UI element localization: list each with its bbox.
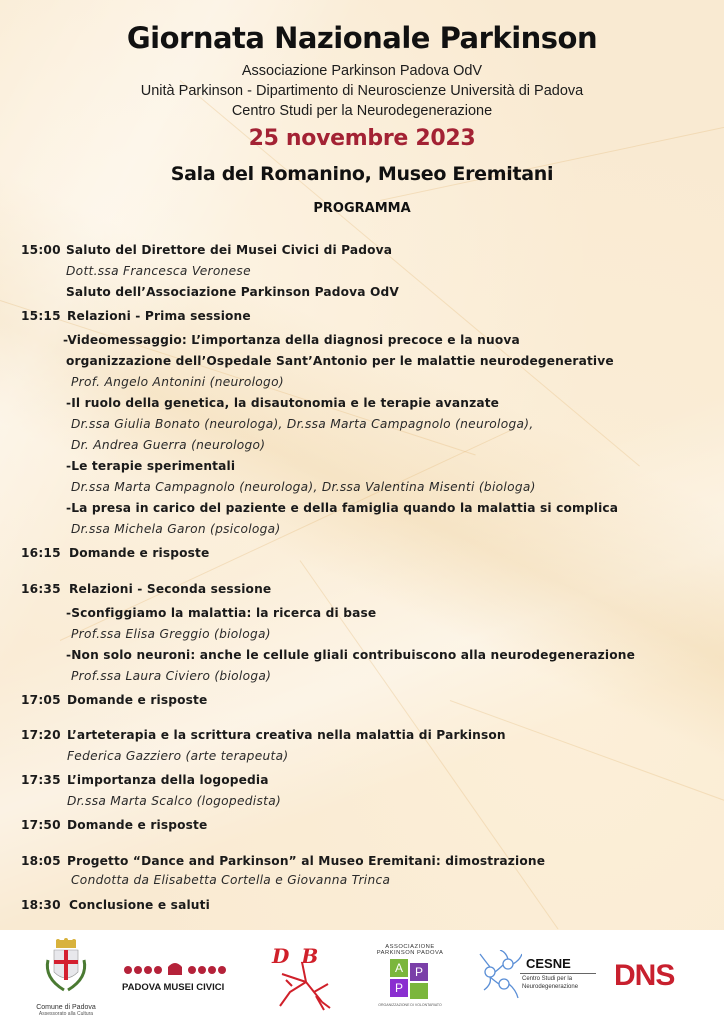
slot-speaker: Federica Gazziero (arte terapeuta) (67, 749, 289, 763)
program-slot (0, 243, 724, 306)
slot-title: Domande e risposte (67, 818, 208, 832)
header (0, 18, 724, 219)
neuron-network-icon (478, 950, 522, 1000)
talk-title: -La presa in carico del paziente e della famiglia quando la malattia si complica (66, 501, 619, 515)
event-date: 25 novembre 2023 (248, 126, 476, 151)
cesne-line-2: Neurodegenerazione (522, 984, 579, 990)
app-block-a: A (390, 959, 408, 977)
slot-title: L’arteterapia e la scrittura creativa nella malattia di Parkinson (67, 728, 506, 742)
app-logo (366, 944, 454, 1020)
comune-subtext: Assessorato alla Cultura (38, 1011, 94, 1017)
event-venue: Sala del Romanino, Museo Eremitani (170, 163, 554, 185)
comune-padova-logo (36, 938, 96, 1020)
musei-text: PADOVA MUSEI CIVICI (122, 982, 225, 993)
talk-speaker: Dr.ssa Marta Campagnolo (neurologa), Dr.ssa Valentina Misenti (biologa) (71, 480, 536, 494)
dns-logo (614, 958, 690, 994)
slot-extra: Saluto dell’Associazione Parkinson Padova OdV (66, 285, 399, 299)
slot-speaker: Dr.ssa Marta Scalco (logopedista) (67, 794, 282, 808)
talk-title: -Il ruolo della genetica, la disautonomia e le terapie avanzate (66, 396, 500, 410)
talk-speaker: Prof.ssa Elisa Greggio (biologa) (71, 627, 271, 641)
slot-time: 17:20 (21, 728, 61, 742)
talk-title: -Non solo neuroni: anche le cellule gliali contribuiscono alla neurodegenerazione (66, 648, 636, 662)
app-text-2: PARKINSON PADOVA (376, 950, 444, 956)
cesne-line-1: Centro Studi per la (522, 976, 573, 982)
comune-text: Comune di Padova (36, 1004, 96, 1011)
dbc-text: DB (272, 944, 331, 968)
talk-speaker: Prof. Angelo Antonini (neurologo) (71, 375, 284, 389)
slot-title: Relazioni - Prima sessione (67, 309, 251, 323)
app-block-p2: P (390, 979, 408, 997)
app-blocks (390, 959, 430, 1001)
slot-title: Conclusione e saluti (69, 898, 210, 912)
program-slot (0, 693, 724, 714)
program-slot (0, 898, 724, 919)
page-title: Giornata Nazionale Parkinson (126, 21, 598, 55)
program-slot (0, 582, 724, 690)
organizer-2: Unità Parkinson - Dipartimento di Neuroscienze Università di Padova (140, 83, 584, 99)
program-slot (0, 728, 724, 770)
sponsor-logos (0, 930, 724, 1024)
musei-dots-icon (122, 960, 238, 976)
organizer-1: Associazione Parkinson Padova OdV (241, 63, 483, 79)
talk-title: -Le terapie sperimentali (66, 459, 236, 473)
slot-time: 17:50 (21, 818, 61, 832)
slot-title: Relazioni - Seconda sessione (69, 582, 272, 596)
slot-time: 15:15 (21, 309, 61, 323)
talk-title: -Videomessaggio: L’importanza della diagnosi precoce e la nuova (63, 333, 520, 347)
slot-time: 16:35 (21, 582, 61, 596)
slot-speaker: Dott.ssa Francesca Veronese (66, 264, 251, 278)
app-block-green (410, 983, 428, 999)
slot-time: 16:15 (21, 546, 61, 560)
program-slot (0, 854, 724, 894)
talk-title: -Sconfiggiamo la malattia: la ricerca di base (66, 606, 377, 620)
app-text-1: ASSOCIAZIONE (385, 944, 435, 950)
slot-title: Domande e risposte (67, 693, 208, 707)
tree-icon (272, 962, 338, 1012)
dns-text: DNS (614, 959, 675, 992)
slot-time: 17:35 (21, 773, 61, 787)
app-footer: ORGANIZZAZIONE DI VOLONTARIATO (378, 1003, 442, 1007)
musei-civici-logo (122, 960, 238, 1000)
organizer-3: Centro Studi per la Neurodegenerazione (231, 103, 493, 119)
talk-speaker: Dr.ssa Giulia Bonato (neurologa), Dr.ssa Marta Campagnolo (neurologa), (71, 417, 534, 431)
dbc-logo (272, 944, 338, 1014)
app-block-p1: P (410, 963, 428, 981)
program-slot (0, 546, 724, 567)
program-slot (0, 309, 724, 543)
program-label: PROGRAMMA (313, 201, 411, 216)
slot-time: 18:05 (21, 854, 61, 868)
talk-speaker: Prof.ssa Laura Civiero (biologa) (71, 669, 272, 683)
program-list (0, 243, 724, 919)
talk-speaker: Dr.ssa Michela Garon (psicologa) (71, 522, 281, 536)
slot-title: Progetto “Dance and Parkinson” al Museo Eremitani: dimostrazione (67, 854, 546, 868)
slot-title: Saluto del Direttore dei Musei Civici di Padova (66, 243, 393, 257)
coat-of-arms-icon (36, 938, 96, 1000)
slot-time: 15:00 (21, 243, 61, 257)
talk-title: organizzazione dell’Ospedale Sant’Antonio per le malattie neurodegenerative (66, 354, 614, 368)
slot-title: Domande e risposte (69, 546, 210, 560)
talk-speaker: Dr. Andrea Guerra (neurologo) (71, 438, 266, 452)
program-slot (0, 818, 724, 839)
slot-time: 17:05 (21, 693, 61, 707)
slot-title: L’importanza della logopedia (67, 773, 269, 787)
slot-speaker: Condotta da Elisabetta Cortella e Giovanna Trinca (71, 873, 391, 887)
program-slot (0, 773, 724, 815)
cesne-name: CESNE (526, 956, 571, 971)
slot-time: 18:30 (21, 898, 61, 912)
cesne-logo (478, 950, 596, 1002)
